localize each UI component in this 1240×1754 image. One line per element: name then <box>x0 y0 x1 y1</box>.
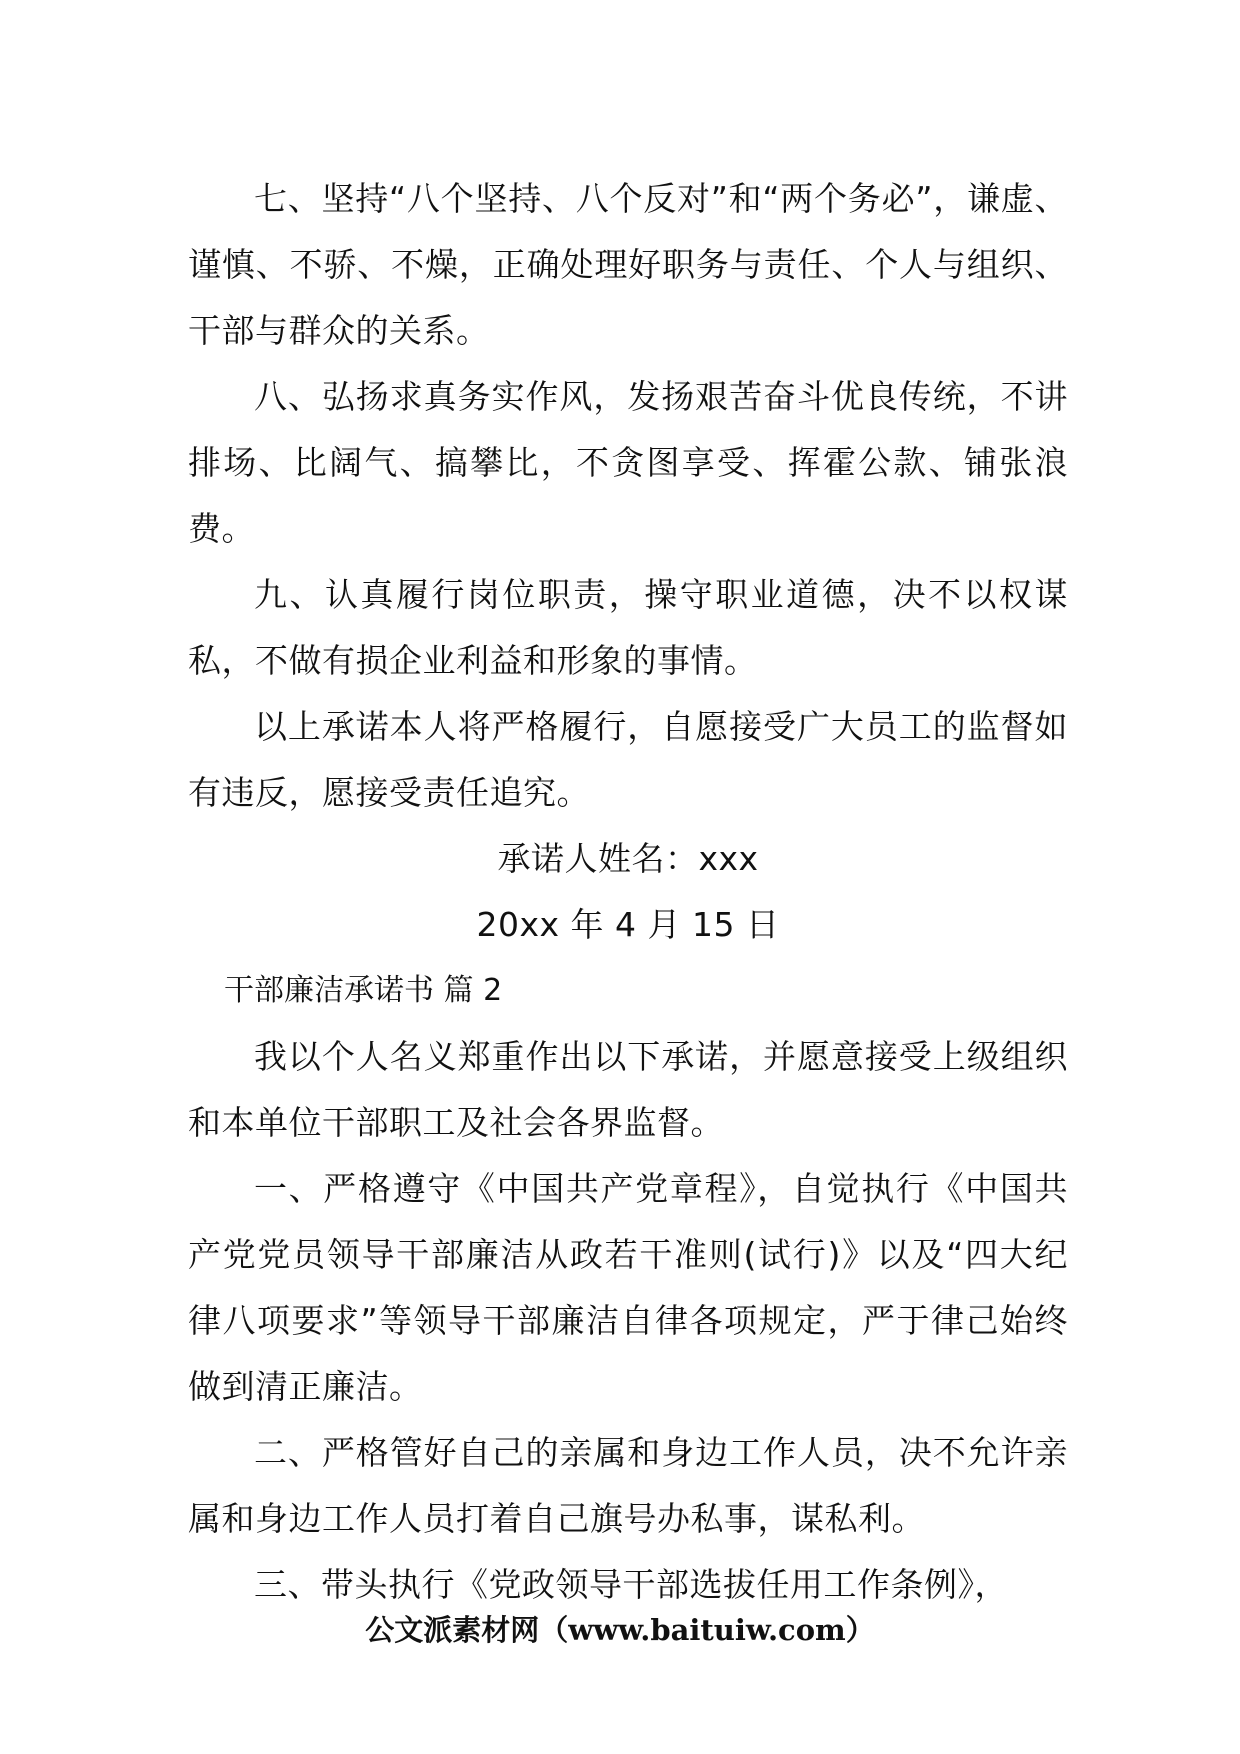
paragraph-intro: 我以个人名义郑重作出以下承诺，并愿意接受上级组织和本单位干部职工及社会各界监督。 <box>188 1037 1068 1142</box>
footer-source: 公文派素材网（www.baituiw.com） <box>365 1613 875 1647</box>
paragraph-item-9: 九、认真履行岗位职责，操守职业道德，决不以权谋私，不做有损企业利益和形象的事情。 <box>188 575 1068 680</box>
paragraph-item-3: 三、带头执行《党政领导干部选拔任用工作条例》， <box>254 1565 1008 1604</box>
paragraph-item-7: 七、坚持“八个坚持、八个反对”和“两个务必”，谦虚、谨慎、不骄、不燥，正确处理好职务与责任、个人与组织、干部与群众的关系。 <box>188 179 1068 350</box>
section-heading: 干部廉洁承诺书 篇 2 <box>224 973 503 1008</box>
signature-date: 20xx 年 4 月 15 日 <box>476 905 780 944</box>
paragraph-commitment-closing: 以上承诺本人将严格履行，自愿接受广大员工的监督如有违反，愿接受责任追究。 <box>188 707 1068 812</box>
paragraph-item-8: 八、弘扬求真务实作风，发扬艰苦奋斗优良传统，不讲排场、比阔气、搞攀比，不贪图享受、挥霍公款、铺张浪费。 <box>188 377 1068 548</box>
paragraph-item-2: 二、严格管好自己的亲属和身边工作人员，决不允许亲属和身边工作人员打着自己旗号办私事，谋私利。 <box>188 1433 1068 1538</box>
signature-name: 承诺人姓名：xxx <box>497 839 759 878</box>
paragraph-item-1: 一、严格遵守《中国共产党章程》，自觉执行《中国共产党党员领导干部廉洁从政若干准则(试行)》以及“四大纪律八项要求”等领导干部廉洁自律各项规定，严于律己始终做到清正廉洁。 <box>188 1169 1068 1406</box>
document-body <box>188 166 1068 1618</box>
